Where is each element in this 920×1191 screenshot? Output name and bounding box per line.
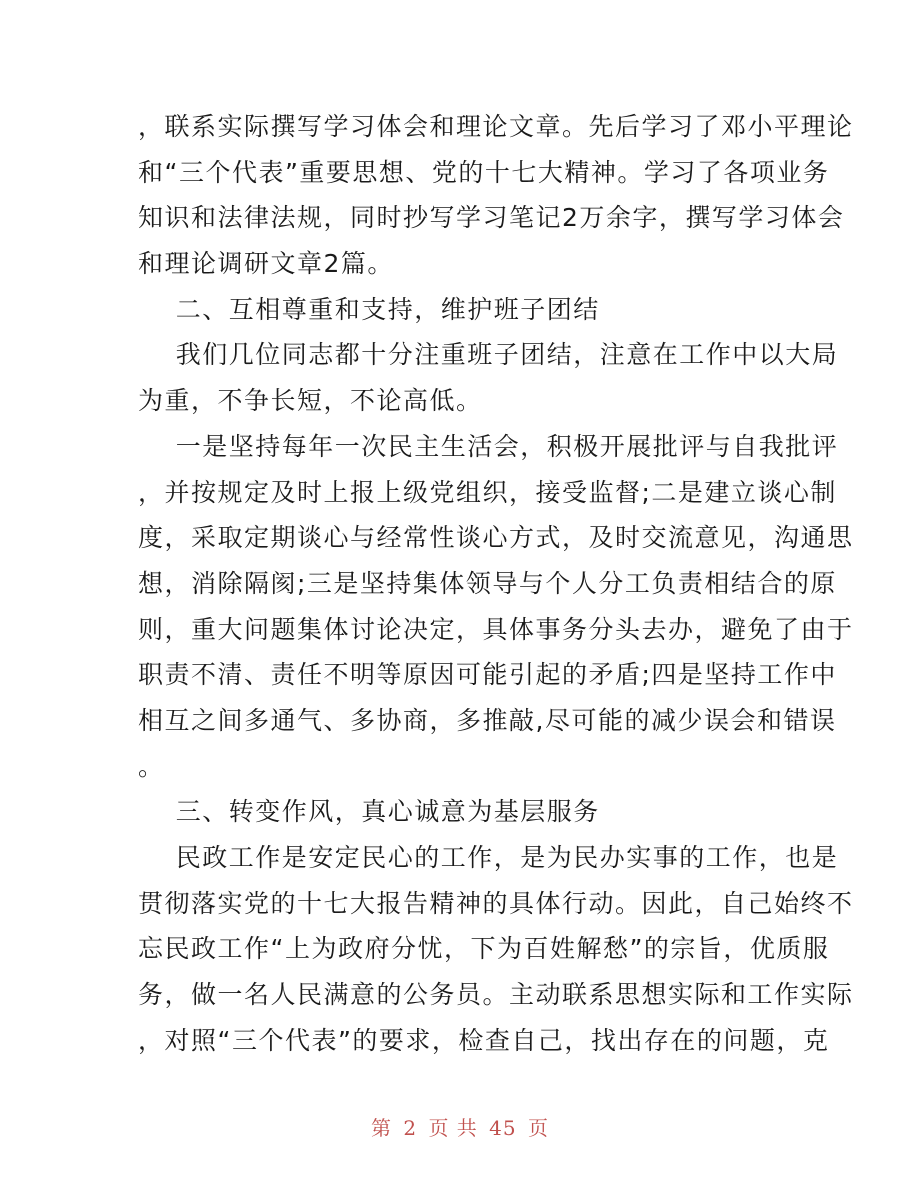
text-line: 想，消除隔阂;三是坚持集体领导与个人分工负责相结合的原: [138, 568, 837, 598]
text-line: ，并按规定及时上报上级党组织，接受监督;二是建立谈心制: [138, 477, 837, 507]
text-line: 。: [138, 751, 165, 781]
text-line: 和理论调研文章2篇。: [138, 249, 394, 279]
text-line: 务，做一名人民满意的公务员。主动联系思想实际和工作实际: [138, 980, 854, 1010]
page-number-footer: [0, 1112, 920, 1141]
text-line: 度，采取定期谈心与经常性谈心方式，及时交流意见，沟通思: [138, 523, 854, 553]
text-line: ，联系实际撰写学习体会和理论文章。先后学习了邓小平理论: [138, 112, 854, 141]
text-line: 我们几位同志都十分注重班子团结，注意在工作中以大局: [138, 340, 839, 370]
footer-middle: 页 共: [428, 1116, 478, 1140]
section-heading-2: 二、互相尊重和支持，维护班子团结: [138, 294, 600, 324]
text-line: ，对照“三个代表”的要求，检查自己，找出存在的问题，克: [138, 1025, 830, 1055]
text-line: 和“三个代表”重要思想、党的十七大精神。学习了各项业务: [138, 157, 830, 187]
text-line: 知识和法律法规，同时抄写学习笔记2万余字，撰写学习体会: [138, 203, 845, 233]
document-body: [138, 104, 854, 1063]
text-line: 一是坚持每年一次民主生活会，积极开展批评与自我批评: [138, 431, 839, 461]
footer-prefix: 第: [371, 1116, 392, 1140]
text-line: 职责不清、责任不明等原因可能引起的矛盾;四是坚持工作中: [138, 660, 837, 690]
text-line: 则，重大问题集体讨论决定，具体事务分头去办，避免了由于: [138, 614, 854, 644]
text-line: 民政工作是安定民心的工作，是为民办实事的工作，也是: [138, 843, 839, 872]
footer-suffix: 页: [527, 1116, 549, 1140]
total-page-count: 45: [489, 1116, 517, 1140]
text-line: 相互之间多通气、多协商，多推敲,尽可能的减少误会和错误: [138, 705, 837, 735]
section-heading-3: 三、转变作风，真心诚意为基层服务: [138, 797, 600, 827]
text-line: 为重，不争长短，不论高低。: [138, 386, 483, 416]
text-line: 忘民政工作“上为政府分忧，下为百姓解愁”的宗旨，优质服: [138, 934, 830, 964]
current-page-number: 2: [403, 1116, 418, 1140]
text-line: 贯彻落实党的十七大报告精神的具体行动。因此，自己始终不: [138, 888, 854, 918]
